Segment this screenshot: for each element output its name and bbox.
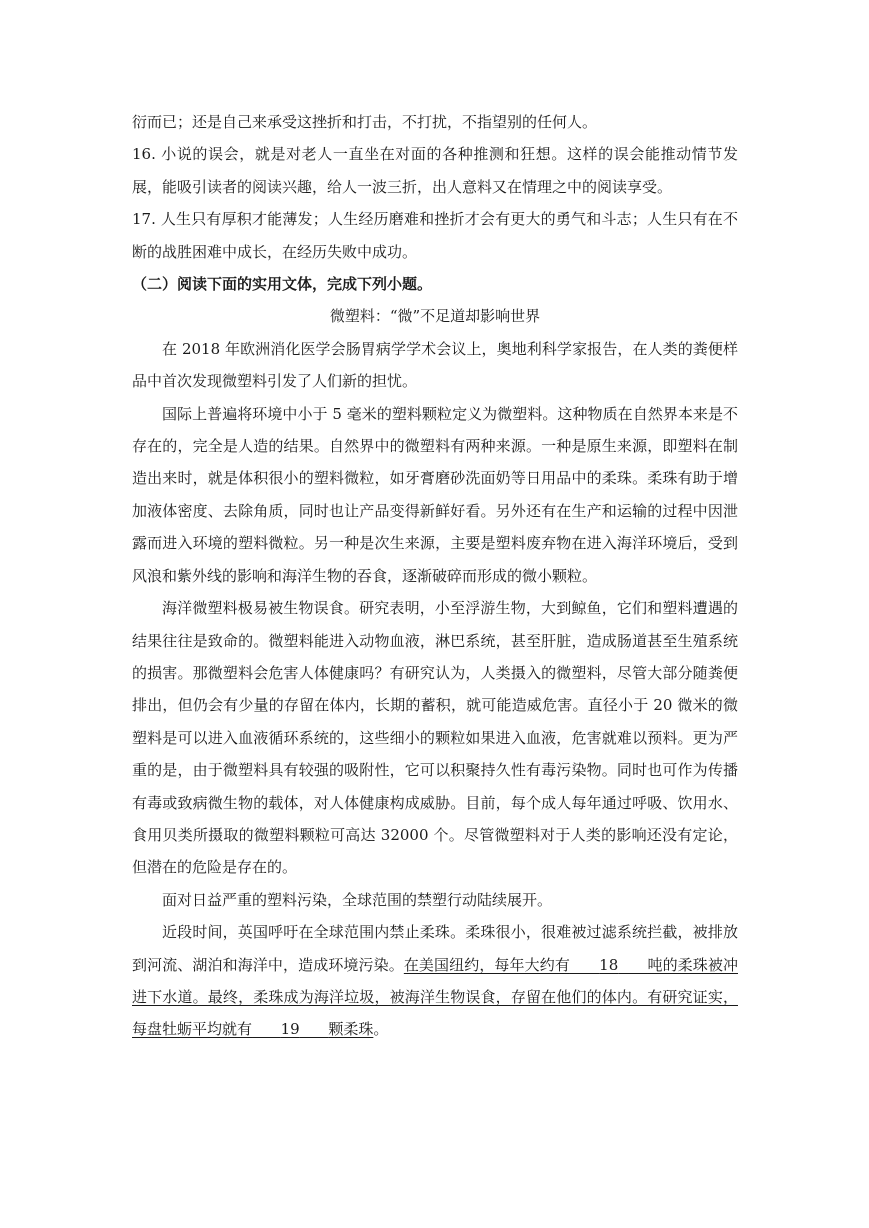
article-paragraph-2: 国际上普遍将环境中小于 5 毫米的塑料颗粒定义为微塑料。这种物质在自然界本来是不存在的，完全是人造的结果。自然界中的微塑料有两种来源。一种是原生来源，即塑料在制造出来时，就是体积很小的塑料微粒，如牙膏磨砂洗面奶等日用品中的柔珠。柔珠有助于增加液体密度、去除角质，同时也让产品变得新鲜好看。另外还有在生产和运输的过程中因泄露而进入环境的塑料微粒。另一种是次生来源，主要是塑料废弃物在进入海洋环境后，受到风浪和紫外线的影响和海洋生物的吞食，逐渐破碎而形成的微小颗粒。 (132, 404, 738, 585)
underlined-text-1: 在美国纽约，每年大约有 (403, 955, 570, 974)
article-paragraph-5 (132, 916, 738, 1046)
answer-16: 16. 小说的误会，就是对老人一直坐在对面的各种推测和狂想。这样的误会能推动情节发展，能吸引读者的阅读兴趣，给人一波三折，出人意料又在情理之中的阅读享受。 (132, 145, 738, 196)
underlined-text-3: 颗柔珠 (328, 1020, 374, 1039)
blank-question-18 (570, 956, 648, 974)
underlined-text-2: 吨的柔珠被冲进下水道。最终，柔珠成为海洋垃圾，被海洋生物误食，存留在他们的体内。有研究证实，每盘牡蛎平均就有 (132, 955, 738, 1039)
section-heading: （二）阅读下面的实用文体，完成下列小题。 (132, 275, 433, 294)
blank-question-19 (252, 1020, 328, 1038)
paragraph-5-end: 。 (373, 1020, 389, 1039)
article-paragraph-1: 在 2018 年欧洲消化医学会肠胃病学学术会议上，奥地利科学家报告，在人类的粪便样品中首次发现微塑料引发了人们新的担忧。 (132, 339, 738, 391)
blank-number-19: 19 (280, 1020, 300, 1039)
article-paragraph-4: 面对日益严重的塑料污染，全球范围的禁塑行动陆续展开。 (162, 890, 553, 909)
blank-number-18: 18 (599, 955, 619, 974)
paragraph-5-plain-text: 近段时间，英国呼吁在全球范围内禁止柔珠。柔珠很小，很难被过滤系统拦截，被排放到河流、湖泊和海洋中，造成环境污染。 (132, 923, 738, 974)
document-page (132, 106, 738, 1046)
article-paragraph-3: 海洋微塑料极易被生物误食。研究表明，小至浮游生物，大到鲸鱼，它们和塑料遭遇的结果往往是致命的。微塑料能进入动物血液，淋巴系统，甚至肝脏，造成肠道甚至生殖系统的损害。那微塑料会危害人体健康吗？有研究认为，人类摄入的微塑料，尽管大部分随粪便排出，但仍会有少量的存留在体内，长期的蓄积，就可能造威危害。直径小于 20 微米的微塑料是可以进入血液循环系统的，这些细小的颗粒如果进入血液，危害就难以预料。更为严重的是，由于微塑料具有较强的吸附性，它可以积聚持久性有毒污染物。同时也可作为传播有毒或致病微生物的载体，对人体健康构成威胁。目前，每个成人每年通过呼吸、饮用水、食用贝类所摄取的微塑料颗粒可高达 32000 个。尽管微塑料对于人类的影响还没有定论，但潜在的危险是存在的。 (132, 599, 738, 877)
article-title: 微塑料：“微”不足道却影响世界 (329, 307, 541, 326)
answer-17: 17. 人生只有厚积才能薄发；人生经历磨难和挫折才会有更大的勇气和斗志；人生只有在不断的战胜困难中成长，在经历失败中成功。 (132, 210, 738, 261)
answer-continuation: 衍而已；还是自己来承受这挫折和打击，不打扰，不指望别的任何人。 (132, 113, 598, 131)
